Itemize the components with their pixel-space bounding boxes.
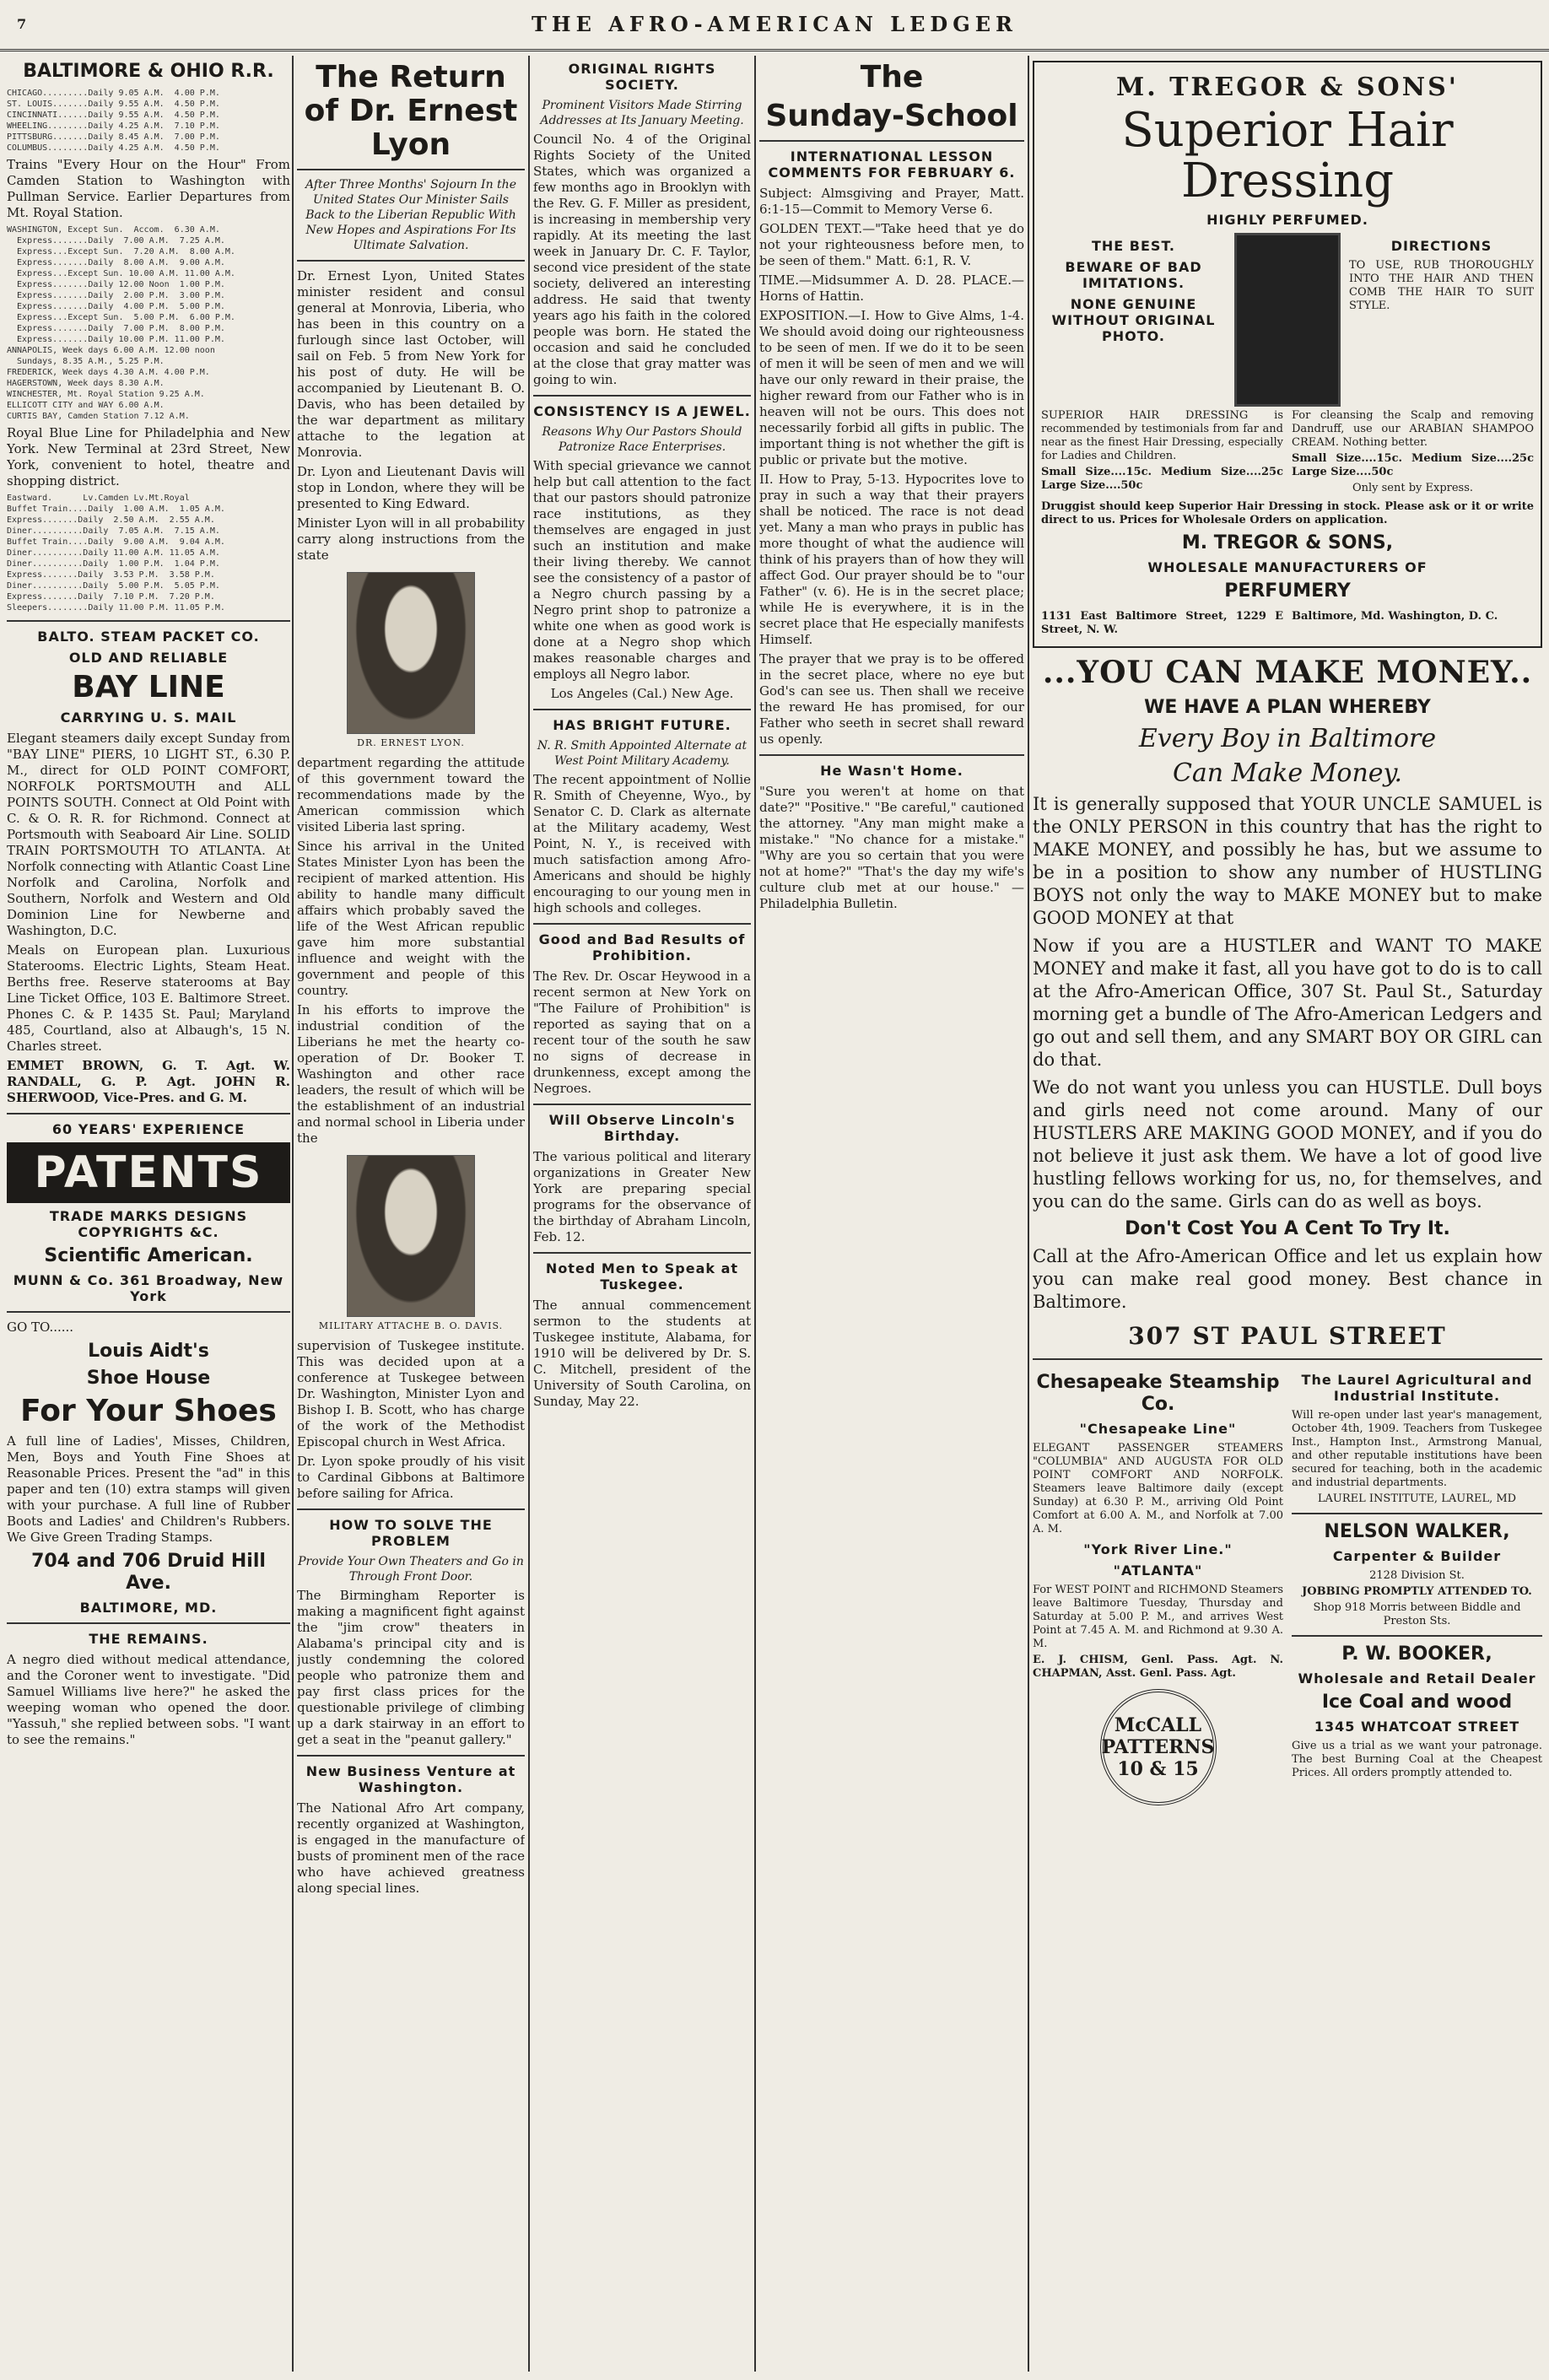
steam-packet-sub: OLD AND RELIABLE — [68, 650, 229, 666]
steam-packet-head: BALTO. STEAM PACKET CO. — [37, 629, 260, 645]
rights-deck: Prominent Visitors Made Stirring Addresses at Its January Meeting. — [540, 99, 744, 127]
money-p1: It is generally supposed that YOUR UNCLE SAMUEL is the ONLY PERSON in this country that has the right to MAKE MONEY, and possibly he has, but we assume to be in a position to show any number of HUSTLING BOYS not only the way to MAKE MONEY but to make GOOD MONEY at that — [1033, 794, 1542, 928]
hair-dressing-head: Superior Hair Dressing — [1121, 103, 1454, 208]
solve-deck: Provide Your Own Theaters and Go in Through Front Door. — [298, 1555, 524, 1584]
sunday-school-the: The — [860, 60, 924, 94]
rail-title: BALTIMORE & OHIO R.R. — [23, 61, 274, 82]
goto-label: GO TO...... — [7, 1320, 74, 1335]
chesapeake-body: ELEGANT PASSENGER STEAMERS "COLUMBIA" AND AUGUSTA FOR OLD POINT COMFORT AND NORFOLK. Steamers leave Baltimore daily (except Sunday) at 6.30 P. M., arriving Old Point Comfort at 6.00 A. M., and Norfolk at 7.00 A. M. — [1033, 1442, 1283, 1535]
laurel-head: The Laurel Agricultural and Industrial Institute. — [1301, 1372, 1533, 1404]
column-5 — [1033, 56, 1542, 2372]
lyon-headline: The Return of Dr. Ernest Lyon — [304, 60, 518, 162]
walker-head: NELSON WALKER, — [1324, 1521, 1510, 1542]
rail-note: Trains "Every Hour on the Hour" From Camden Station to Washington with Pullman Service. Earlier Departures from Mt. Royal Station. — [7, 157, 290, 220]
lyon-p7: supervision of Tuskegee institute. This was decided upon at a conference at Tuskegee between Dr. Washington, Minister Lyon and Bishop I. B. Scott, who has charge of the work of the Methodist Episcopal church in West Africa. — [297, 1338, 525, 1449]
druggist-note: Druggist should keep Superior Hair Dressing in stock. Please ask or it or write direct to us. Prices for Wholesale Orders on application. — [1041, 500, 1534, 526]
tregor-addr-right: Baltimore, Md. Washington, D. C. — [1292, 610, 1498, 623]
rights-body: Council No. 4 of the Original Rights Society of the United States, which was organized a few months ago in Brooklyn with the Rev. G. F. Miller as president, is increasing in membership very rapidly. At its meeting the last week in January Dr. C. F. Taylor, second vice president of the state society, delivered an interesting address. He said that twenty years ago his faith in the colored people was born. He stated the occasion and said he concluded at the close that gray matter was going to win. — [533, 132, 751, 387]
tregor-addr-left: 1131 East Baltimore Street, 1229 E Street, N. W. — [1041, 610, 1283, 636]
chesapeake-officers: E. J. CHISM, Genl. Pass. Agt. N. CHAPMAN, Asst. Genl. Pass. Agt. — [1033, 1654, 1283, 1680]
lesson-body-2: II. How to Pray, 5-13. Hypocrites love to pray in such a way that their prayers shall be noticed. The race is not dead yet. Many a man who prays in public has more thought of what the audience will think of his prayers than of how they will affect God. Our prayer should be to "our Father" (v. 6). He is in the secret place; while He is everywhere, it is in the secret place that He especially manifests Himself. — [759, 472, 1024, 647]
remains-headline: THE REMAINS. — [89, 1631, 208, 1647]
york-river-body: For WEST POINT and RICHMOND Steamers leave Baltimore Tuesday, Thursday and Saturday at 5.00 P. M., and arrives West Point at 7.45 A. M. and Richmond at 9.30 A. M. — [1033, 1584, 1283, 1650]
lyon-p5: Since his arrival in the United States Minister Lyon has been the recipient of marked attention. His ability to handle many difficult affairs which probably saved the life of the West African republic gave him more substantial influence and weight with the government and people of this country. — [297, 839, 525, 998]
consistency-headline: CONSISTENCY IS A JEWEL. — [533, 403, 751, 419]
chesapeake-ad — [1033, 1367, 1283, 1814]
booker-body: Give us a trial as we want your patronage. The best Burning Coal at the Cheapest Prices. All orders promptly attended to. — [1292, 1740, 1542, 1779]
perfumery-title: PERFUMERY — [1224, 580, 1351, 602]
lyon-p2: Dr. Lyon and Lieutenant Davis will stop in London, where they will be presented to King Edward. — [297, 464, 525, 511]
ny-schedule: Eastward. Lv.Camden Lv.Mt.Royal Buffet Train....Daily 1.00 A.M. 1.05 A.M. Express.......Daily 2.50 A.M. 2.55 A.M. Diner..........Daily 7.05 A.M. 7.15 A.M. Buffet Train....Daily 9.00 A.M. 9.04 A.M. Diner..........Daily 11.00 A.M. 11.05 A.M. Diner..........Daily 1.00 P.M. 1.04 P.M. Express.......Daily 3.53 P.M. 3.58 P.M. Diner..........Daily 5.00 P.M. 5.05 P.M. Express.......Daily 7.10 P.M. 7.20 P.M. Sleepers........Daily 11.00 P.M. 11.05 P.M. — [7, 494, 225, 613]
laurel-body: Will re-open under last year's management, October 4th, 1909. Teachers from Tuskegee Inst., Hampton Inst., Armstrong Manual, and other reputable institutions have been secured for teaching, both in the academic and industrial departments. — [1292, 1409, 1542, 1489]
tregor-ad — [1033, 61, 1542, 648]
lesson-sub: INTERNATIONAL LESSON COMMENTS FOR FEBRUARY 6. — [768, 148, 1016, 181]
none-genuine: NONE GENUINE WITHOUT ORIGINAL PHOTO. — [1051, 296, 1216, 344]
prohibition-headline: Good and Bad Results of Prohibition. — [538, 931, 746, 963]
money-p4: Call at the Afro-American Office and let us explain how you can make real good money. Best chance in Baltimore. — [1033, 1246, 1542, 1312]
lesson-subject: Subject: Almsgiving and Prayer, Matt. 6:1-15—Commit to Memory Verse 6. — [759, 186, 1024, 217]
page-number: 7 — [17, 16, 27, 32]
shoe-house: Shoe House — [86, 1368, 211, 1389]
aidt-body: A full line of Ladies', Misses, Children, Men, Boys and Youth Fine Shoes at Reasonable Prices. Present the "ad" in this paper and ten (10) extra stamps will given with your purchase. A full line of Rubber Boots and Ladies' and Children's Rubbers. We Give Green Trading Stamps. — [7, 1433, 290, 1545]
lyon-p1: Dr. Ernest Lyon, United States minister resident and consul general at Monrovia, Liberia, who has been in this country on a furlough since last October, will sail on Feb. 5 from New York for his post of duty. He will be accompanied by Lieutenant B. O. Davis, who has been detailed by the war department as military attache to the legation at Monrovia. — [297, 268, 525, 460]
chesapeake-sub: "Chesapeake Line" — [1079, 1421, 1237, 1437]
aidt-address: 704 and 706 Druid Hill Ave. — [31, 1551, 266, 1594]
booker-address: 1345 WHATCOAT STREET — [1314, 1719, 1520, 1735]
york-river-head: "York River Line." — [1083, 1541, 1233, 1557]
consistency-body: With special grievance we cannot help but call attention to the fact that our pastors should patronize race institutions, as they themselves are engaged in just such an institution and make their living thereby. We cannot see the consistency of a pastor of a Negro church passing by a Negro print shop to patronize a white one when as good work is done at a Negro shop which makes reasonable charges and employs all Negro labor. — [533, 458, 751, 682]
column-rule — [292, 56, 294, 2372]
walker-address: 2128 Division St. — [1369, 1569, 1465, 1582]
lincoln-headline: Will Observe Lincoln's Birthday. — [548, 1112, 736, 1144]
scalp-body: For cleansing the Scalp and removing Dandruff, use our ARABIAN SHAMPOO CREAM. Nothing better. — [1292, 409, 1534, 449]
aidt-name: Louis Aidt's — [88, 1341, 209, 1362]
walker-shop: Shop 918 Morris between Biddle and Preston Sts. — [1313, 1601, 1521, 1627]
bay-line-mail: CARRYING U. S. MAIL — [60, 710, 237, 726]
venture-headline: New Business Venture at Washington. — [305, 1763, 516, 1795]
paul-street-address: 307 ST PAUL STREET — [1128, 1322, 1447, 1350]
laurel-ad — [1292, 1367, 1542, 1814]
column-rule — [754, 56, 756, 2372]
tregor-sons: M. TREGOR & SONS, — [1181, 532, 1394, 553]
walker-jobbing: JOBBING PROMPTLY ATTENDED TO. — [1302, 1585, 1532, 1598]
money-p3: We do not want you unless you can HUSTLE. Dull boys and girls need not come around. Many of our HUSTLERS ARE MAKING GOOD MONEY, and if you do not believe it just ask them. We have a lot of good live hustling fellows working for us, no, for themselves, and you can do the same. Girls can do as well as boys. — [1033, 1077, 1542, 1212]
home-headline: He Wasn't Home. — [820, 763, 963, 779]
for-your-shoes: For Your Shoes — [20, 1394, 277, 1428]
golden-text: GOLDEN TEXT.—"Take heed that ye do not your righteousness before men, to be seen of them." Matt. 6:1, R. V. — [759, 221, 1024, 268]
wholesale-line: WHOLESALE MANUFACTURERS OF — [1147, 559, 1428, 575]
venture-body: The National Afro Art company, recently organized at Washington, is engaged in the manufacture of busts of prominent men of the race who have achieved greatness along special lines. — [297, 1800, 525, 1896]
mccall-patterns-seal: McCALL PATTERNS 10 & 15 — [1100, 1689, 1217, 1805]
recommend-body: SUPERIOR HAIR DRESSING is recommended by testimonials from far and near as the finest Hair Dressing, especially for Ladies and Children. — [1041, 409, 1283, 462]
scientific-american: Scientific American. — [44, 1245, 253, 1266]
column-rule — [528, 56, 530, 2372]
lyon-p4: department regarding the attitude of this government toward the recommendations made by the American commission which visited Liberia last spring. — [297, 755, 525, 834]
munn-address: MUNN & Co. 361 Broadway, New York — [13, 1272, 284, 1304]
tregor-head: M. TREGOR & SONS' — [1116, 73, 1459, 102]
bay-line-body: Elegant steamers daily except Sunday from "BAY LINE" PIERS, 10 LIGHT ST., 6.30 P. M., direct for OLD POINT COMFORT, NORFOLK PORTSMOUTH and ALL POINTS SOUTH. Connect at Old Point with C. & O. R. R. for Richmond. Connect at Portsmouth with Seaboard Air Line. SOLID TRAIN PORTSMOUTH TO ATLANTA. At Norfolk connecting with Atlantic Coast Line Norfolk and Carolina, Norfolk and Southern, Norfolk and Western and Old Dominion Line for Newberne and Washington, D.C. — [7, 731, 290, 938]
davis-caption: MILITARY ATTACHE B. O. DAVIS. — [318, 1320, 504, 1331]
washington-schedule: WASHINGTON, Except Sun. Accom. 6.30 A.M. Express.......Daily 7.00 A.M. 7.25 A.M. Express...Except Sun. 7.20 A.M. 8.00 A.M. Express.......Daily 8.00 A.M. 9.00 A.M. Express...Except Sun. 10.00 A.M. 11.00 A.M. Express.......Daily 12.00 Noon 1.00 P.M. Express.......Daily 2.00 P.M. 3.00 P.M. Express.......Daily 4.00 P.M. 5.00 P.M. Express...Except Sun. 5.00 P.M. 6.00 P.M. Express.......Daily 7.00 P.M. 8.00 P.M. Express.......Daily 10.00 P.M. 11.00 P.M. ANNAPOLIS, Week days 6.00 A.M. 12.00 noon Sundays, 8.35 A.M., 5.25 P.M. FREDERICK, Week days 4.30 A.M. 4.00 P.M. HAGERSTOWN, Week days 8.30 A.M. WINCHESTER, Mt. Royal Station 9.25 A.M. ELLICOTT CITY and WAY 6.00 A.M. CURTIS BAY, Camden Station 7.12 A.M. — [7, 225, 235, 421]
prohibition-body: The Rev. Dr. Oscar Heywood in a recent sermon at New York on "The Failure of Prohibition" is reported as saying that on a recent tour of the south he saw no signs of decrease in drunkenness, except among the Negroes. — [533, 969, 751, 1096]
lyon-portrait — [347, 572, 475, 734]
lesson-body: EXPOSITION.—I. How to Give Alms, 1-4. We should avoid doing our righteousness to be seen of men. If we do it to be seen of men it will be seen of men and we will have our only reward in their praise, the higher reward from our Father who is in heaven will not be ours. This does not necessarily forbid all gifts in public. The important thing is not whether the gift is public or private but the motive. — [759, 308, 1024, 467]
royal-blue-note: Royal Blue Line for Philadelphia and New York. New Terminal at 23rd Street, New York, convenient to hotel, theatre and shopping district. — [7, 425, 290, 488]
express-note: Only sent by Express. — [1352, 482, 1474, 494]
rail-schedule: CHICAGO.........Daily 9.05 A.M. 4.00 P.M. ST. LOUIS.......Daily 9.55 A.M. 4.50 P.M. CINCINNATI......Daily 9.55 A.M. 4.50 P.M. WHEELING........Daily 4.25 A.M. 7.10 P.M. PITTSBURG.......Daily 8.45 A.M. 7.00 P.M. COLUMBUS........Daily 4.25 A.M. 4.50 P.M. — [7, 89, 220, 153]
chesapeake-head: Chesapeake Steamship Co. — [1036, 1372, 1280, 1415]
beware-imitations: BEWARE OF BAD IMITATIONS. — [1065, 259, 1202, 291]
patents-marks: TRADE MARKS DESIGNS COPYRIGHTS &C. — [49, 1208, 248, 1240]
solve-body: The Birmingham Reporter is making a magnificent fight against the "jim crow" theaters in Alabama's principal city and is justly condemning the colored people who patronize them and pay first class prices for the questionable privilege of climbing up a dark stairway in an effort to get a seat in the "peanut gallery." — [297, 1588, 525, 1747]
consistency-deck: Reasons Why Our Pastors Should Patronize Race Enterprises. — [542, 425, 742, 454]
consistency-source: Los Angeles (Cal.) New Age. — [550, 686, 734, 701]
tuskegee-body: The annual commencement sermon to the students at Tuskegee institute, Alabama, for 1910 will be delivered by Dr. S. C. Mitchell, president of the University of South Carolina, on Sunday, May 22. — [533, 1298, 751, 1409]
laurel-signature: LAUREL INSTITUTE, LAUREL, MD — [1317, 1492, 1517, 1505]
can-make-money: Can Make Money. — [1172, 758, 1403, 788]
patents-experience: 60 YEARS' EXPERIENCE — [51, 1121, 246, 1137]
every-boy: Every Boy in Baltimore — [1138, 724, 1437, 753]
bay-line-officers: EMMET BROWN, G. T. Agt. W. RANDALL, G. P. Agt. JOHN R. SHERWOOD, Vice-Pres. and G. M. — [7, 1058, 290, 1105]
column-2 — [297, 56, 525, 2372]
aidt-city: BALTIMORE, MD. — [79, 1600, 218, 1616]
walker-sub: Carpenter & Builder — [1332, 1548, 1502, 1564]
lyon-p3: Minister Lyon will in all probability carry along instructions from the state — [297, 515, 525, 563]
future-headline: HAS BRIGHT FUTURE. — [553, 717, 731, 733]
rights-headline: ORIGINAL RIGHTS SOCIETY. — [568, 61, 716, 93]
directions-head: DIRECTIONS — [1390, 238, 1492, 254]
lesson-time: TIME.—Midsummer A. D. 28. PLACE.—Horns of Hattin. — [759, 273, 1024, 304]
prices-left: Small Size....15c. Medium Size....25c Large Size....50c — [1041, 466, 1283, 492]
the-best: THE BEST. — [1091, 238, 1175, 254]
lyon-p8: Dr. Lyon spoke proudly of his visit to Cardinal Gibbons at Baltimore before sailing for Africa. — [297, 1454, 525, 1501]
lincoln-body: The various political and literary organizations in Greater New York are preparing special programs for the observance of the birthday of Abraham Lincoln, Feb. 12. — [533, 1149, 751, 1244]
highly-perfumed: HIGHLY PERFUMED. — [1206, 212, 1368, 228]
column-rule — [1028, 56, 1029, 2372]
newspaper-title: THE AFRO-AMERICAN LEDGER — [532, 12, 1017, 36]
booker-sub: Wholesale and Retail Dealer — [1298, 1670, 1536, 1687]
dont-cost: Don't Cost You A Cent To Try It. — [1125, 1218, 1450, 1239]
hair-dressing-bottle — [1234, 233, 1341, 407]
directions-body: TO USE, RUB THOROUGHLY INTO THE HAIR AND THEN COMB THE HAIR TO SUIT STYLE. — [1349, 259, 1534, 312]
bay-line-title: BAY LINE — [72, 670, 225, 704]
column-1 — [7, 56, 290, 2372]
lyon-caption: DR. ERNEST LYON. — [357, 737, 465, 748]
money-p2: Now if you are a HUSTLER and WANT TO MAKE MONEY and make it fast, all you have got to do is to call at the Afro-American Office, 307 St. Paul St., Saturday morning get a bundle of The Afro-American Ledgers and go out and sell them, and any SMART BOY OR GIRL can do that. — [1033, 936, 1542, 1070]
booker-head: P. W. BOOKER, — [1341, 1643, 1492, 1665]
lyon-p6: In his efforts to improve the industrial condition of the Liberians he met the hearty co-operation of Dr. Booker T. Washington and other race leaders, the result of which will be the establishment of an industrial and normal school in Liberia under the — [297, 1002, 525, 1146]
masthead — [0, 0, 1549, 51]
booker-goods: Ice Coal and wood — [1321, 1692, 1513, 1713]
money-plan: WE HAVE A PLAN WHEREBY — [1144, 697, 1431, 718]
sunday-school-title: Sunday-School — [765, 99, 1018, 133]
patents-banner: PATENTS — [7, 1142, 290, 1203]
lyon-deck: After Three Months' Sojourn In the United States Our Minister Sails Back to the Liberian Republic With New Hopes and Aspirations For Its Ultimate Salvation. — [305, 178, 516, 252]
future-body: The recent appointment of Nollie R. Smith of Cheyenne, Wyo., by Senator C. D. Clark as alternate at the Military academy, West Point, N. Y., is received with much satisfaction among Afro-Americans and should be highly encouraging to our young men in high schools and colleges. — [533, 772, 751, 915]
remains-body: A negro died without medical attendance, and the Coroner went to investigate. "Did Samuel Williams live here?" he asked the weeping woman who opened the door. "Yassuh," she replied between sobs. "I want to see the remains." — [7, 1652, 290, 1747]
atlanta-steamer: "ATLANTA" — [1113, 1562, 1203, 1579]
money-headline: ...YOU CAN MAKE MONEY.. — [1042, 655, 1533, 690]
home-body: "Sure you weren't at home on that date?" "Positive." "Be careful," cautioned the attorney. "Any man might make a mistake." "No chance for a mistake." "Why are you so certain that you were not at home?" "That's the day my wife's culture club met at our house." —Philadelphia Bulletin. — [759, 784, 1024, 911]
tuskegee-headline: Noted Men to Speak at Tuskegee. — [545, 1260, 739, 1293]
column-4 — [759, 56, 1024, 2372]
bay-line-meals: Meals on European plan. Luxurious Staterooms. Electric Lights, Steam Heat. Berths free. Reserve staterooms at Bay Line Ticket Office, 103 E. Baltimore Street. Phones C. & P. 1435 St. Paul; Maryland 485, Courtland, also at Albaugh's, 15 N. Charles street. — [7, 942, 290, 1054]
column-3 — [533, 56, 751, 2372]
future-deck: N. R. Smith Appointed Alternate at West Point Military Academy. — [537, 739, 748, 768]
davis-portrait — [347, 1155, 475, 1317]
lesson-body-3: The prayer that we pray is to be offered in the secret place, where no eye but God's can see us. Then shall we receive the reward He has promised, for our Father who seeth in secret shall reward us openly. — [759, 651, 1024, 747]
prices-right: Small Size....15c. Medium Size....25c Large Size....50c — [1292, 452, 1534, 478]
solve-headline: HOW TO SOLVE THE PROBLEM — [329, 1517, 493, 1549]
